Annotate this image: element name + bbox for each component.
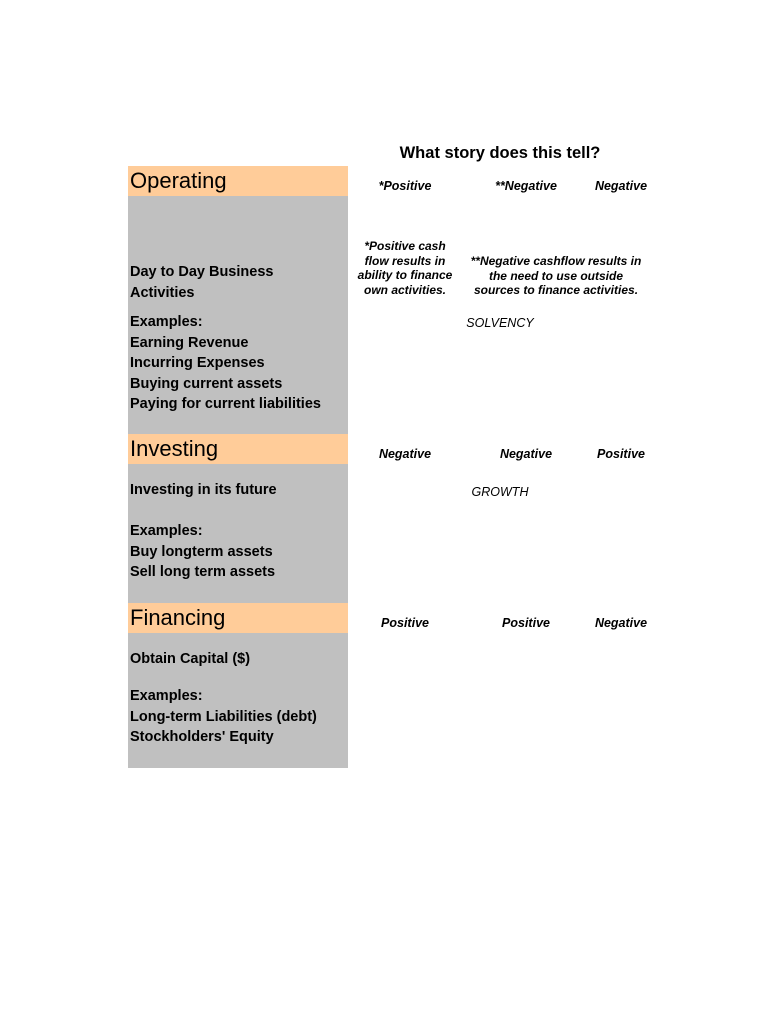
examples-label: Examples: bbox=[130, 523, 203, 539]
operating-description-line: Day to Day Business bbox=[130, 264, 274, 280]
example-item: Earning Revenue bbox=[130, 334, 249, 351]
financing-col-1: Positive bbox=[381, 616, 429, 630]
financing-col-2: Positive bbox=[502, 616, 550, 630]
left-column-background bbox=[128, 166, 348, 768]
operating-heading: Operating bbox=[130, 168, 227, 193]
solvency-tag: SOLVENCY bbox=[466, 316, 534, 330]
example-item: Paying for current liabilities bbox=[130, 396, 321, 412]
investing-header bbox=[128, 434, 348, 464]
operating-col-1: *Positive bbox=[378, 179, 432, 193]
investing-col-1: Negative bbox=[378, 447, 432, 461]
financing-heading: Financing bbox=[130, 605, 226, 630]
operating-header bbox=[128, 166, 348, 196]
note-line: own activities. bbox=[363, 282, 447, 297]
investing-heading: Investing bbox=[130, 436, 219, 461]
note-line: ability to finance bbox=[357, 268, 453, 282]
financing-description: Obtain Capital ($) bbox=[130, 651, 251, 667]
financing-col-3: Negative bbox=[594, 616, 648, 630]
financing-header bbox=[128, 603, 348, 633]
note-line: **Negative cashflow results in bbox=[470, 254, 642, 268]
positive-cashflow-note bbox=[352, 239, 458, 297]
example-item: Sell long term assets bbox=[130, 564, 276, 580]
example-item: Buy longterm assets bbox=[130, 543, 273, 560]
note-line: sources to finance activities. bbox=[473, 283, 639, 297]
operating-description bbox=[130, 262, 273, 303]
operating-col-2: **Negative bbox=[495, 179, 557, 193]
investing-description: Investing in its future bbox=[130, 482, 277, 498]
investing-examples bbox=[130, 521, 275, 583]
example-item: Long-term Liabilities (debt) bbox=[130, 708, 317, 725]
operating-description-line: Activities bbox=[130, 284, 195, 301]
operating-col-3: Negative bbox=[594, 179, 648, 193]
example-item: Buying current assets bbox=[130, 375, 283, 392]
operating-examples bbox=[130, 312, 321, 415]
example-item: Stockholders' Equity bbox=[130, 729, 274, 745]
note-line: flow results in bbox=[364, 253, 446, 268]
growth-tag: GROWTH bbox=[471, 485, 529, 499]
example-item: Incurring Expenses bbox=[130, 355, 265, 371]
financing-examples bbox=[130, 686, 317, 748]
investing-col-3: Positive bbox=[597, 447, 645, 461]
investing-col-2: Negative bbox=[499, 447, 553, 461]
examples-label: Examples: bbox=[130, 314, 203, 330]
note-line: *Positive cash bbox=[364, 239, 446, 253]
page-title: What story does this tell? bbox=[399, 144, 601, 162]
negative-cashflow-note bbox=[461, 254, 651, 298]
note-line: the need to use outside bbox=[488, 268, 623, 283]
examples-label: Examples: bbox=[130, 688, 203, 704]
